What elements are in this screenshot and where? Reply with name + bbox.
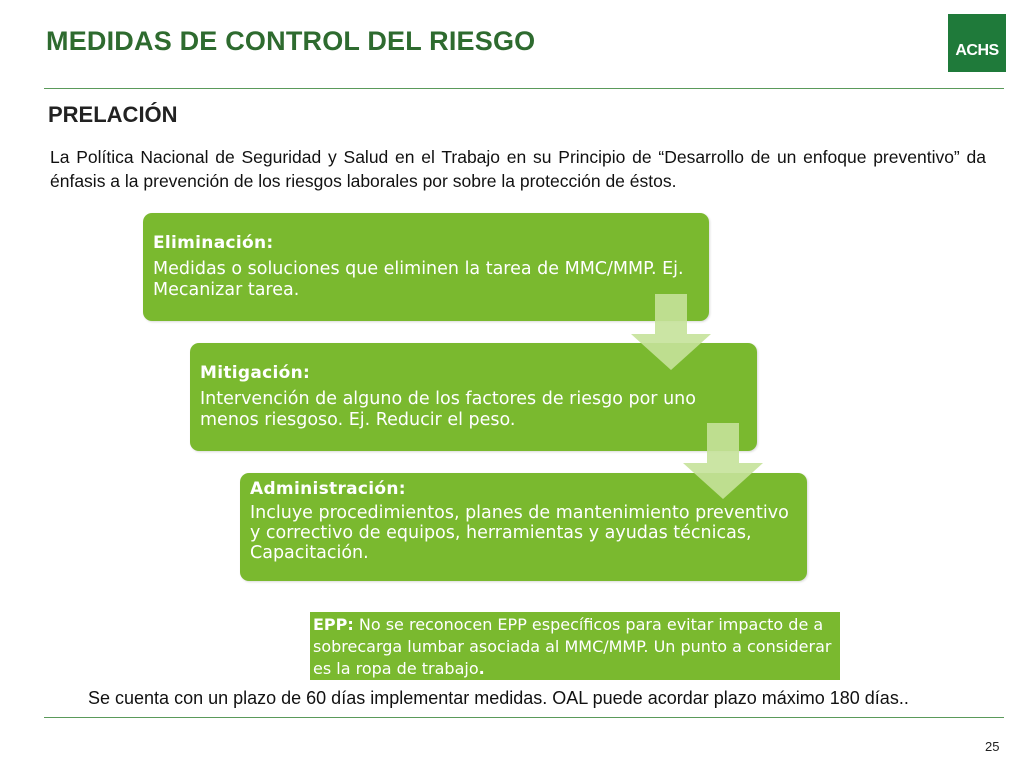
top-divider xyxy=(44,88,1004,89)
bottom-divider xyxy=(44,717,1004,718)
slide-title: MEDIDAS DE CONTROL DEL RIESGO xyxy=(46,26,536,56)
deadline-note: Se cuenta con un plazo de 60 días implementar medidas. OAL puede acordar plazo máximo 180 días.. xyxy=(88,688,909,708)
down-arrow-icon xyxy=(631,294,711,370)
section-subtitle: PRELACIÓN xyxy=(48,102,178,127)
intro-paragraph: La Política Nacional de Seguridad y Salud en el Trabajo en su Principio de “Desarrollo de un enfoque preventivo” da énfasis a la prevención de los riesgos laborales por sobre la protección de éstos. xyxy=(50,147,986,191)
mitigation-body: Intervención de alguno de los factores de riesgo por uno menos riesgoso. Ej. Reducir el peso. xyxy=(200,389,696,430)
administration-heading: Administración: xyxy=(250,479,406,499)
logo-text: ACHS xyxy=(955,42,999,59)
epp-end: . xyxy=(478,659,485,678)
mitigation-heading: Mitigación: xyxy=(200,363,311,383)
elimination-heading: Eliminación: xyxy=(153,233,274,253)
elimination-body: Medidas o soluciones que eliminen la tarea de MMC/MMP. Ej. Mecanizar tarea. xyxy=(153,259,684,300)
epp-label: EPP: xyxy=(313,615,354,634)
administration-body: Incluye procedimientos, planes de mantenimiento preventivo y correctivo de equipos, herramientas y ayudas técnicas, Capacitación. xyxy=(250,503,789,563)
epp-text: No se reconocen EPP específicos para evitar impacto de a sobrecarga lumbar asociada al MMC/MMP. Un punto a considerar es la ropa de trabajo xyxy=(313,615,832,678)
down-arrow-icon xyxy=(683,423,763,499)
page-number: 25 xyxy=(985,739,1000,754)
elimination-box xyxy=(143,213,709,321)
epp-note xyxy=(310,612,840,680)
achs-logo xyxy=(948,14,1006,72)
